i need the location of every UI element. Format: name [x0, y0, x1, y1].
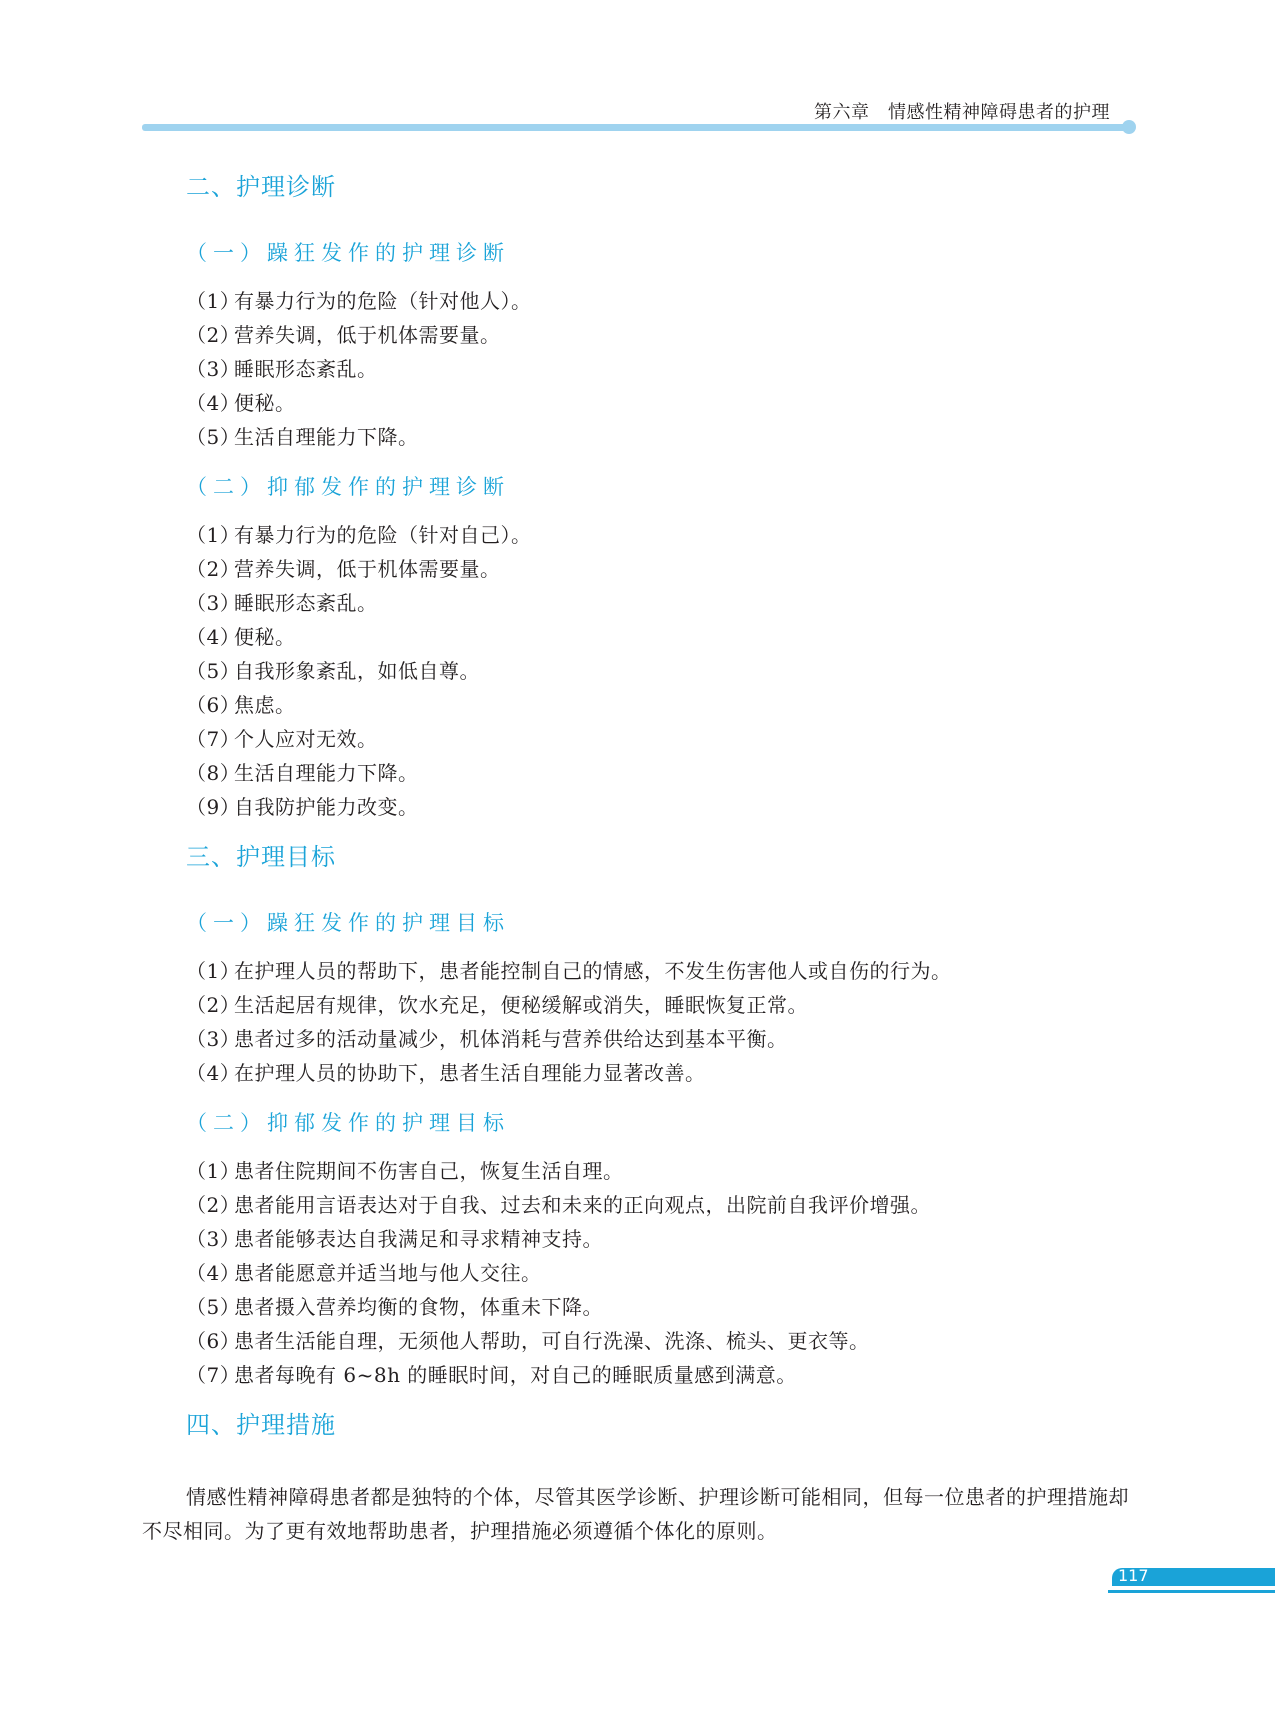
list-item	[186, 722, 1136, 756]
list-item-text: 患者住院期间不伤害自己，恢复生活自理。	[234, 1159, 624, 1183]
list-item	[186, 1154, 1136, 1188]
section-title-goals: 三、护理目标	[186, 843, 336, 871]
list-item-text: 生活自理能力下降。	[234, 425, 419, 449]
list-item-number: （8）	[186, 761, 241, 785]
list-item-text: 睡眠形态紊乱。	[234, 357, 378, 381]
list-item-number: （3）	[186, 591, 241, 615]
list-item	[186, 420, 1136, 454]
list-item	[186, 1056, 1136, 1090]
list-item	[186, 386, 1136, 420]
subsection-title-depression-diagnosis: （二）抑郁发作的护理诊断	[186, 475, 510, 499]
list-item-text: 营养失调，低于机体需要量。	[234, 323, 501, 347]
list-item-number: （5）	[186, 425, 241, 449]
list-item-text: 有暴力行为的危险（针对他人）。	[234, 289, 532, 313]
section-title-measures: 四、护理措施	[186, 1411, 336, 1439]
list-item-text: 生活起居有规律，饮水充足，便秘缓解或消失，睡眠恢复正常。	[234, 993, 808, 1017]
header-rule-dot	[1122, 120, 1136, 134]
list-item-text: 睡眠形态紊乱。	[234, 591, 378, 615]
subsection-title-mania-diagnosis: （一）躁狂发作的护理诊断	[186, 241, 510, 265]
list-item	[186, 1358, 1136, 1392]
list-item	[186, 518, 1136, 552]
list-item-text: 焦虑。	[234, 693, 296, 717]
list-item-number: （4）	[186, 625, 241, 649]
list-item-number: （2）	[186, 323, 241, 347]
section-title-diagnosis: 二、护理诊断	[186, 173, 336, 201]
list-item-number: （6）	[186, 1329, 241, 1353]
list-item	[186, 1222, 1136, 1256]
list-item-text: 在护理人员的帮助下，患者能控制自己的情感，不发生伤害他人或自伤的行为。	[234, 959, 952, 983]
list-item-number: （4）	[186, 1261, 241, 1285]
list-item-number: （4）	[186, 1061, 241, 1085]
list-item-text: 生活自理能力下降。	[234, 761, 419, 785]
list-item	[186, 988, 1136, 1022]
list-item-number: （7）	[186, 1363, 241, 1387]
list-item-text: 在护理人员的协助下，患者生活自理能力显著改善。	[234, 1061, 706, 1085]
list-item-number: （5）	[186, 659, 241, 683]
list-item-number: （4）	[186, 391, 241, 415]
list-item-text: 个人应对无效。	[234, 727, 378, 751]
list-item	[186, 352, 1136, 386]
page-content	[186, 170, 1136, 1442]
list-item	[186, 954, 1136, 988]
list-item	[186, 1022, 1136, 1056]
list-item	[186, 1256, 1136, 1290]
list-item-text: 自我防护能力改变。	[234, 795, 419, 819]
list-item-text: 便秘。	[234, 625, 296, 649]
header-rule	[142, 124, 1130, 131]
list-item-number: （3）	[186, 1227, 241, 1251]
list-item-text: 营养失调，低于机体需要量。	[234, 557, 501, 581]
list-item-text: 便秘。	[234, 391, 296, 415]
list-item	[186, 654, 1136, 688]
list-item	[186, 1324, 1136, 1358]
list-item	[186, 552, 1136, 586]
list-item-text: 患者摄入营养均衡的食物，体重未下降。	[234, 1295, 603, 1319]
list-item-number: （2）	[186, 557, 241, 581]
list-item-number: （5）	[186, 1295, 241, 1319]
list-item	[186, 688, 1136, 722]
subsection-title-mania-goals: （一）躁狂发作的护理目标	[186, 911, 510, 935]
list-item-text: 患者能用言语表达对于自我、过去和未来的正向观点，出院前自我评价增强。	[234, 1193, 931, 1217]
list-item-number: （2）	[186, 1193, 241, 1217]
list-item-text: 患者生活能自理，无须他人帮助，可自行洗澡、洗涤、梳头、更衣等。	[234, 1329, 870, 1353]
list-item-text: 患者能够表达自我满足和寻求精神支持。	[234, 1227, 603, 1251]
list-item-number: （7）	[186, 727, 241, 751]
list-item-text: 患者能愿意并适当地与他人交往。	[234, 1261, 542, 1285]
list-item-text: 患者每晚有 6~8h 的睡眠时间，对自己的睡眠质量感到满意。	[234, 1363, 797, 1387]
page-number: 117	[1118, 1566, 1149, 1585]
list-item-text: 有暴力行为的危险（针对自己）。	[234, 523, 532, 547]
list-item	[186, 790, 1136, 824]
measures-paragraph: 情感性精神障碍患者都是独特的个体，尽管其医学诊断、护理诊断可能相同，但每一位患者的护理措施却不尽相同。为了更有效地帮助患者，护理措施必须遵循个体化的原则。	[142, 1485, 1129, 1543]
list-item-number: （6）	[186, 693, 241, 717]
list-item	[186, 284, 1136, 318]
list-item-number: （3）	[186, 357, 241, 381]
list-item	[186, 586, 1136, 620]
list-item-number: （1）	[186, 289, 241, 313]
running-header: 第六章 情感性精神障碍患者的护理	[814, 102, 1110, 123]
list-item-number: （9）	[186, 795, 241, 819]
list-item	[186, 756, 1136, 790]
list-item-text: 患者过多的活动量减少，机体消耗与营养供给达到基本平衡。	[234, 1027, 788, 1051]
list-item-number: （2）	[186, 993, 241, 1017]
list-item	[186, 1188, 1136, 1222]
list-item-number: （3）	[186, 1027, 241, 1051]
list-item-number: （1）	[186, 1159, 241, 1183]
page-number-rule	[1108, 1590, 1275, 1593]
list-item-number: （1）	[186, 959, 241, 983]
list-item-number: （1）	[186, 523, 241, 547]
list-item	[186, 1290, 1136, 1324]
list-item-text: 自我形象紊乱，如低自尊。	[234, 659, 480, 683]
list-item	[186, 620, 1136, 654]
subsection-title-depression-goals: （二）抑郁发作的护理目标	[186, 1111, 510, 1135]
list-item	[186, 318, 1136, 352]
